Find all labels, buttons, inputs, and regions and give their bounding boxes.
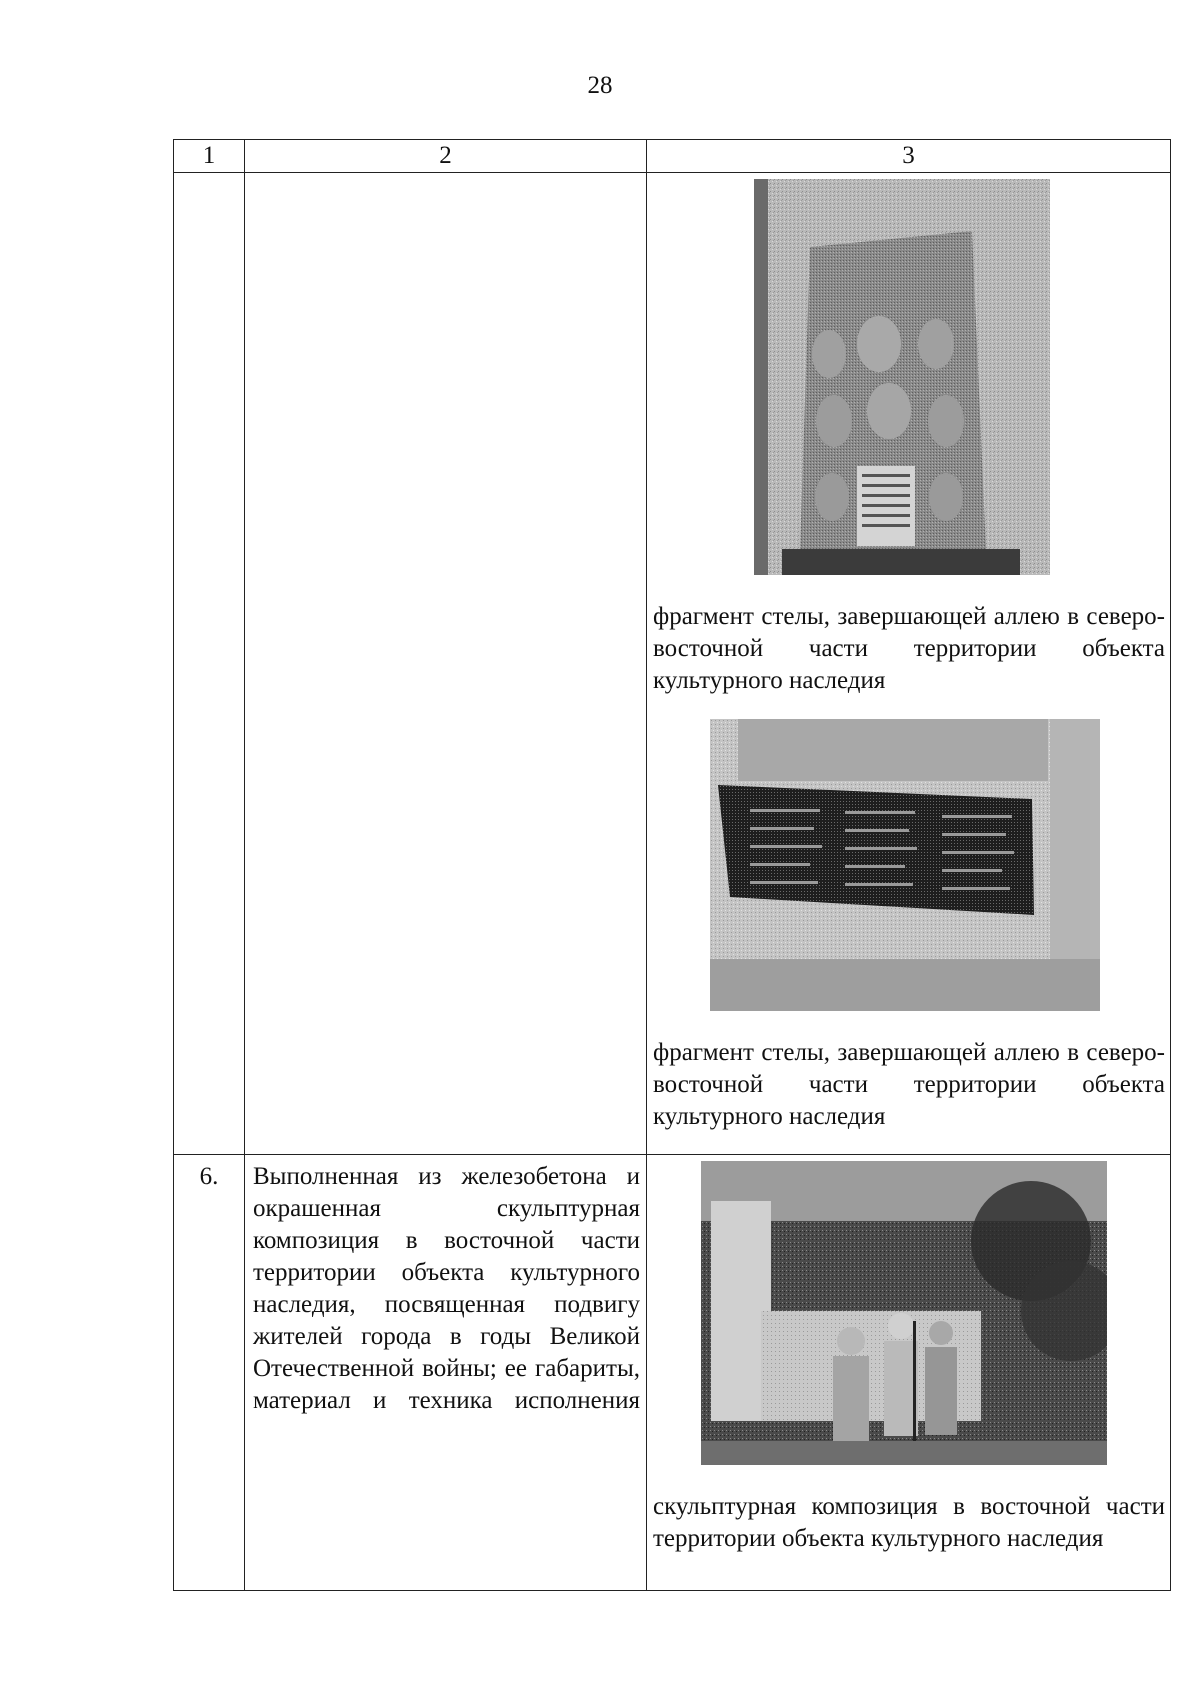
table-header-row bbox=[174, 140, 1171, 173]
photo-cell bbox=[647, 173, 1171, 1155]
photo-caption: фрагмент стелы, завершающей аллею в северо-восточной части территории объекта культурного наследия bbox=[653, 603, 1165, 694]
photo-cell bbox=[647, 1155, 1171, 1591]
stele-plaque-photo bbox=[710, 719, 1100, 1011]
description-cell bbox=[245, 173, 647, 1155]
sculpture-composition-photo bbox=[701, 1161, 1107, 1465]
table-row bbox=[174, 1155, 1171, 1591]
heritage-table bbox=[173, 139, 1171, 1591]
header-col-1: 1 bbox=[174, 140, 245, 173]
header-col-2: 2 bbox=[245, 140, 647, 173]
photo-caption: скульптурная композиция в восточной части территории объекта культурного наследия bbox=[653, 1493, 1165, 1552]
row-number-cell bbox=[174, 173, 245, 1155]
description-cell: Выполненная из железобетона и окрашенная скульптурная композиция в восточной части территории объекта культурного наследия, посвященная подвигу жителей города в годы Великой Отечественной войны; ее габариты, материал и техника исполнения bbox=[245, 1155, 647, 1591]
page-number: 28 bbox=[587, 72, 613, 99]
header-col-3: 3 bbox=[647, 140, 1171, 173]
photo-caption: фрагмент стелы, завершающей аллею в северо-восточной части территории объекта культурного наследия bbox=[653, 1039, 1165, 1130]
table-row bbox=[174, 173, 1171, 1155]
stele-portraits-photo bbox=[754, 179, 1050, 575]
row-number-cell: 6. bbox=[174, 1155, 245, 1591]
